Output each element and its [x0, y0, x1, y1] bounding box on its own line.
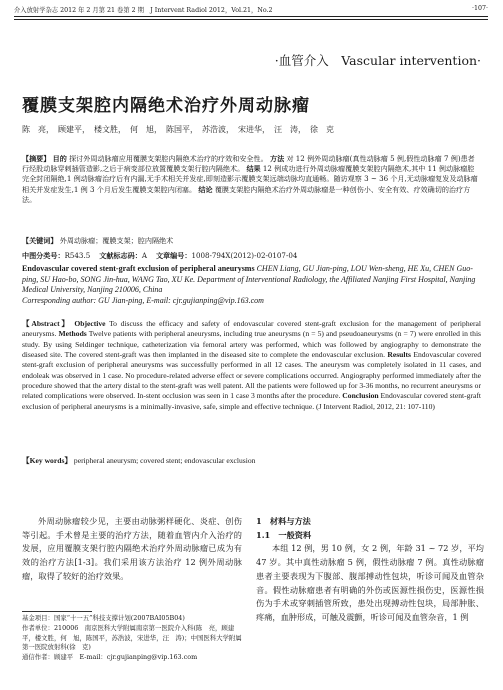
footnote-rule: [22, 611, 92, 612]
art-value: 1008-794X(2012)-02-0107-04: [191, 251, 298, 260]
section-label: ·血管介入 Vascular intervention·: [274, 53, 481, 68]
english-abstract: [22, 319, 481, 412]
abstract-label: 【摘要】: [22, 154, 51, 163]
objective-label: 目的: [52, 154, 67, 163]
en-keywords-label: 【Key words】: [22, 456, 72, 465]
fund-line: 基金项目：国家“十一五”科技支撑计划(2007BAI05B04): [22, 614, 185, 622]
conclusion-label: 结论: [198, 184, 213, 194]
header-rule-2: [14, 19, 488, 20]
corr-line: 通信作者：顾建平 E-mail：cjr.gujianping@vip.163.com: [22, 653, 198, 662]
result-text: 12 例成功进行外周动脉瘤覆膜支架腔内隔绝术,其中 11 例动脉瘤腔完全封闭隔绝,1 例动脉瘤治疗后有内漏,无手术相关并发症,即刻造影示覆膜支架远端动脉均直通畅。随访观察 3 ~ 36 个月,无动脉瘤复发及动脉瘤相关并发症发生,1 例 3 个月后发生覆膜支架腔内闭塞。: [22, 164, 478, 194]
chinese-keywords: [22, 236, 173, 246]
page-number: ·107·: [471, 5, 488, 12]
unit-line: 作者单位：210006 南京医科大学附属南京第一医院介入科(陈 亮，顾建平，楼文胜，何 旭，陈国平，苏浩波，宋进华，汪 涛)；中国医科大学附属第一医院放射科(徐 克): [22, 623, 242, 652]
english-title: Endovascular covered stent-graft exclusion of peripheral aneurysms: [22, 264, 255, 273]
cls-label: 中图分类号：: [22, 251, 65, 260]
keywords-label: 【关键词】: [22, 236, 58, 245]
footnote: [22, 611, 244, 663]
materials-section: [256, 515, 484, 625]
classification-line: [22, 251, 297, 261]
journal-line: 介入放射学杂志 2012 年 2 月第 21 卷第 2 期 J Intervent Radiol 2012，Vol.21，No.2: [14, 7, 273, 14]
en-methods-label: Methods: [58, 329, 87, 339]
en-methods: Twelve patients with peripheral aneurysms, including true aneurysms (n = 5) and pseudoaneurysms (n = 7) were enrolled in this study. By using Seldinger technique, catheterization via femoral artery was performed, which was followed by angiography to demonstrate the diseased site. The covered stent-graft was then implanted in the diseased site to complete the endovascular exclusion.: [22, 329, 482, 360]
header-rule: [14, 16, 488, 17]
doc-label: 文献标志码：: [99, 251, 142, 260]
doc-value: A: [141, 251, 147, 260]
keywords-text: 外周动脉瘤；覆膜支架；腔内隔绝术: [59, 236, 174, 245]
en-conclusion-label: Conclusion: [342, 391, 379, 401]
cls-value: R543.5: [64, 251, 91, 260]
author-list: 陈 亮， 顾建平， 楼文胜， 何 旭， 陈国平， 苏浩波， 宋进华， 汪 涛， 徐 克: [22, 125, 334, 134]
objective-text: 探讨外周动脉瘤应用覆膜支架腔内隔绝术治疗的疗效和安全性。: [69, 154, 268, 163]
en-results-label: Results: [387, 350, 411, 360]
en-conclusion: Endovascular covered stent-graft exclusion of peripheral aneurysms is a minimally-invasive, safe, simple and effective technique. (J Intervent Radiol, 2012, 21: 107-110): [22, 391, 481, 411]
english-keywords: [22, 455, 481, 466]
english-title-block: [22, 264, 481, 306]
corresponding-author: Corresponding author: GU Jian-ping, E-mail: cjr.gujianping@vip.163.com: [22, 295, 264, 305]
chinese-abstract: [22, 154, 481, 205]
subsection-heading: 1.1 一般资料: [256, 529, 312, 540]
english-authors: CHEN Liang, GU Jian-ping, LOU Wen-sheng, HE Xu, CHEN Guo-ping, SU Hao-bo, SONG Jin-hua, WANG Tao, XU Ke. Department of Interventional Radiology, the Affiliated Nanjing First Hospital, Nanjing Medical University, Nanjing 210006, China: [22, 264, 476, 295]
en-results: Endovascular covered stent-graft exclusion of peripheral aneurysms was successfully performed in all 12 cases. The aneurysm was completely isolated in 11 cases, and endoleak was observed in 1 case. No procedure-related adverse effect or severe complications occurred. Angiography performed immediately after the procedure showed that the artery distal to the stent-graft was well patent. All the patients were followed up for 3-36 months, no recurrent aneurysms or related complications were observed. In-stent occlusion was seen in 1 case 3 months after the procedure.: [22, 350, 481, 401]
method-label: 方法: [269, 154, 285, 163]
article-title: 覆膜支架腔内隔绝术治疗外周动脉瘤: [22, 96, 310, 116]
en-objective-label: Objective: [74, 319, 106, 328]
en-keywords: peripheral aneurysm; covered stent; endovascular exclusion: [73, 456, 256, 465]
method-text: 对 12 例外周动脉瘤(真性动脉瘤 5 例,假性动脉瘤 7 例)患者行经股动脉穿刺插管造影,之后于病变部位放置覆膜支架行腔内隔绝术。: [22, 154, 475, 174]
conclusion-text: 覆膜支架腔内隔绝术治疗外周动脉瘤是一种创伤小、安全有效、疗效确切的治疗方法。: [22, 184, 471, 204]
en-objective: To discuss the efficacy and safety of endovascular covered stent-graft exclusion for the management of peripheral aneurysms.: [22, 319, 482, 339]
art-label: 文章编号：: [155, 251, 192, 260]
en-abstract-label: 【Abstract】: [22, 319, 71, 328]
section-heading: 1 材料与方法: [256, 516, 311, 526]
materials-text: 本组 12 例，男 10 例，女 2 例，年龄 31 ~ 72 岁，平均 47 岁。其中真性动脉瘤 5 例，假性动脉瘤 7 例。真性动脉瘤患者主要表现为下腹部、腹部搏动性包块，听诊可闻及血管杂音。假性动脉瘤患者有明确的外伤或医源性损伤史，医源性损伤为手术或穿刺插管所致，患处出现搏动性包块，局部肿胀、疼痛，血肿形成，可触及震颤，听诊可闻及血管杂音，1 例: [256, 543, 484, 622]
intro-paragraph: 外周动脉瘤较少见，主要由动脉粥样硬化、炎症、创伤等引起。手术曾是主要的治疗方法，随着血管内介入治疗的发展，应用覆膜支架行腔内隔绝术治疗外周动脉瘤已成为有效的治疗方法[1-3]。我们采用该方法治疗 12 例外周动脉瘤，取得了较好的治疗效果。: [22, 516, 242, 581]
result-label: 结果: [246, 164, 261, 174]
running-header: [14, 5, 488, 14]
